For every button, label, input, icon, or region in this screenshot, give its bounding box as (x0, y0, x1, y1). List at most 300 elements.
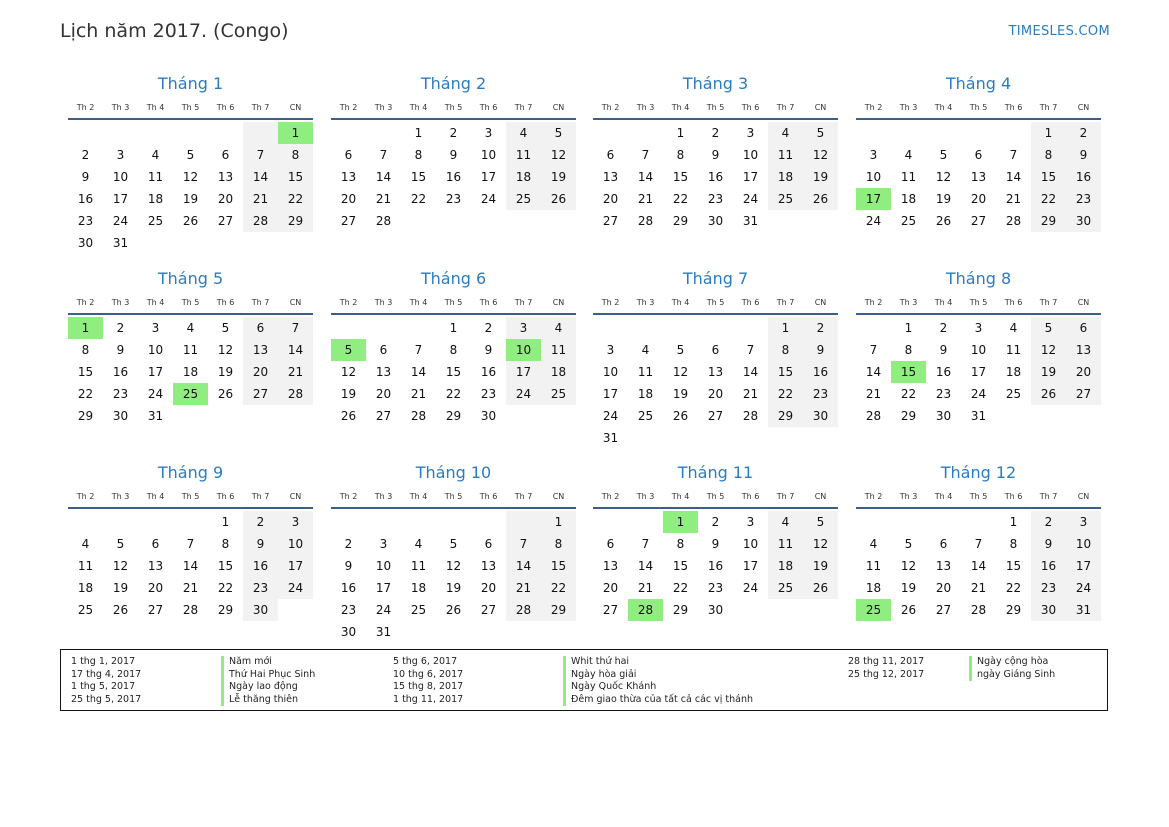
day-cell: 9 (939, 343, 948, 357)
day-cell: 16 (935, 365, 952, 379)
header-rule (331, 507, 576, 509)
day-cell: 21 (1005, 192, 1022, 206)
day-cell: 29 (672, 603, 689, 617)
day-cell: 29 (541, 599, 576, 621)
day-cell: 22 (768, 383, 803, 405)
day-cell: 23 (445, 192, 462, 206)
weekday-label: Th 4 (146, 103, 165, 112)
day-cell: 4 (768, 511, 803, 533)
weekday-label: Th 7 (1039, 492, 1058, 501)
weekday-header (331, 489, 576, 505)
day-cell: 21 (375, 192, 392, 206)
header-rule (856, 118, 1101, 120)
day-cell: 20 (1066, 361, 1101, 383)
weekday-label: Th 5 (181, 492, 200, 501)
month-1 (68, 73, 313, 254)
day-cell: 7 (414, 343, 423, 357)
weekday-label: Th 2 (339, 298, 358, 307)
weekday-header (856, 489, 1101, 505)
day-cell: 12 (672, 365, 689, 379)
month-6 (331, 268, 576, 427)
day-cell: 20 (602, 581, 619, 595)
day-cell: 5 (331, 339, 366, 361)
day-cell: 18 (147, 192, 164, 206)
day-cell: 1 (904, 321, 913, 335)
day-cell: 13 (340, 170, 357, 184)
day-cell: 6 (151, 537, 160, 551)
day-cell: 29 (445, 409, 462, 423)
day-cell: 22 (900, 387, 917, 401)
day-cell: 23 (77, 214, 94, 228)
empty-cell (768, 599, 803, 621)
empty-cell (891, 511, 926, 533)
day-cell: 18 (410, 581, 427, 595)
legend-holiday-name: Ngày lao động (221, 681, 315, 694)
weekday-label: Th 4 (671, 103, 690, 112)
day-cell: 20 (970, 192, 987, 206)
day-cell: 5 (449, 537, 458, 551)
day-cell: 19 (900, 581, 917, 595)
day-cell: 15 (768, 361, 803, 383)
weekday-label: Th 6 (1004, 103, 1023, 112)
day-cell: 14 (410, 365, 427, 379)
empty-cell (891, 122, 926, 144)
month-4 (856, 73, 1101, 232)
day-cell: 6 (606, 537, 615, 551)
day-cell: 7 (869, 343, 878, 357)
empty-cell (68, 511, 103, 533)
day-cell: 7 (746, 343, 755, 357)
day-cell: 8 (1009, 537, 1018, 551)
day-cell: 5 (803, 511, 838, 533)
weekday-label: CN (814, 298, 827, 307)
empty-cell (856, 511, 891, 533)
day-cell: 21 (865, 387, 882, 401)
day-cell: 3 (1066, 511, 1101, 533)
empty-cell (366, 511, 401, 533)
day-cell: 31 (375, 625, 392, 639)
legend-names-col (563, 656, 753, 706)
month-2 (331, 73, 576, 232)
day-cell: 8 (449, 343, 458, 357)
day-cell: 24 (865, 214, 882, 228)
day-cell: 2 (344, 537, 353, 551)
legend-holiday-name: Whit thứ hai (563, 656, 753, 669)
day-cell: 3 (974, 321, 983, 335)
empty-cell (926, 122, 961, 144)
day-cell: 4 (541, 317, 576, 339)
weekday-label: Th 4 (409, 298, 428, 307)
day-cell: 11 (147, 170, 164, 184)
day-cell: 12 (217, 343, 234, 357)
day-cell: 28 (375, 214, 392, 228)
day-cell: 24 (375, 603, 392, 617)
day-cell: 16 (803, 361, 838, 383)
day-cell: 26 (803, 577, 838, 599)
empty-cell (961, 122, 996, 144)
day-cell: 5 (904, 537, 913, 551)
day-cell: 3 (606, 343, 615, 357)
day-cell: 16 (77, 192, 94, 206)
day-cell: 18 (865, 581, 882, 595)
day-cell: 26 (112, 603, 129, 617)
day-cell: 11 (410, 559, 427, 573)
day-cell: 20 (340, 192, 357, 206)
day-cell: 3 (379, 537, 388, 551)
weekday-label: Th 3 (111, 298, 130, 307)
weekday-label: Th 2 (339, 492, 358, 501)
day-cell: 9 (1066, 144, 1101, 166)
day-cell: 2 (1066, 122, 1101, 144)
legend-date: 1 thg 11, 2017 (393, 693, 464, 705)
day-cell: 19 (112, 581, 129, 595)
day-cell: 10 (278, 533, 313, 555)
day-cell: 29 (1031, 210, 1066, 232)
day-cell: 10 (742, 148, 759, 162)
day-cell: 18 (768, 555, 803, 577)
weekday-label: Th 4 (409, 492, 428, 501)
day-cell: 23 (480, 387, 497, 401)
header-rule (856, 313, 1101, 315)
empty-cell (663, 427, 698, 449)
day-cell: 28 (970, 603, 987, 617)
weekday-header (856, 100, 1101, 116)
weekday-header (593, 100, 838, 116)
weekday-label: Th 5 (969, 492, 988, 501)
weekday-label: Th 4 (671, 298, 690, 307)
legend-holiday-name: Năm mới (221, 656, 315, 669)
weekday-label: Th 2 (864, 492, 883, 501)
day-cell: 19 (217, 365, 234, 379)
weekday-label: Th 5 (444, 103, 463, 112)
weekday-label: Th 5 (706, 103, 725, 112)
day-cell: 24 (970, 387, 987, 401)
day-cell: 16 (1066, 166, 1101, 188)
day-cell: 7 (379, 148, 388, 162)
day-cell: 21 (278, 361, 313, 383)
day-cell: 1 (1031, 122, 1066, 144)
day-cell: 26 (900, 603, 917, 617)
day-cell: 6 (243, 317, 278, 339)
day-cell: 30 (480, 409, 497, 423)
day-cell: 11 (182, 343, 199, 357)
day-cell: 21 (243, 188, 278, 210)
day-cell: 28 (410, 409, 427, 423)
weekday-label: Th 6 (741, 492, 760, 501)
day-cell: 10 (147, 343, 164, 357)
day-cell: 31 (112, 236, 129, 250)
day-cell: 22 (410, 192, 427, 206)
day-cell: 9 (81, 170, 90, 184)
day-cell: 7 (641, 148, 650, 162)
day-cell: 4 (81, 537, 90, 551)
day-cell: 13 (935, 559, 952, 573)
day-cell: 8 (278, 144, 313, 166)
day-cell: 3 (151, 321, 160, 335)
month-title: Tháng 8 (945, 269, 1012, 288)
legend-dates-col (393, 656, 463, 706)
empty-cell (593, 511, 628, 533)
day-cell: 13 (707, 365, 724, 379)
day-cell: 1 (221, 515, 230, 529)
empty-cell (733, 599, 768, 621)
weekday-label: Th 7 (251, 103, 270, 112)
empty-cell (856, 317, 891, 339)
weekday-label: Th 4 (671, 492, 690, 501)
header-rule (68, 507, 313, 509)
weekday-label: Th 4 (934, 492, 953, 501)
day-cell: 9 (484, 343, 493, 357)
weekday-label: Th 2 (601, 492, 620, 501)
day-cell: 7 (506, 533, 541, 555)
day-cell: 4 (904, 148, 913, 162)
empty-cell (506, 621, 541, 643)
empty-cell (1031, 405, 1066, 427)
empty-cell (436, 621, 471, 643)
empty-cell (208, 232, 243, 254)
weekday-label: Th 5 (706, 298, 725, 307)
empty-cell (103, 511, 138, 533)
day-cell: 21 (637, 581, 654, 595)
day-cell: 9 (711, 148, 720, 162)
day-cell: 28 (1005, 214, 1022, 228)
empty-cell (173, 511, 208, 533)
day-cell: 23 (243, 577, 278, 599)
day-cell: 6 (379, 343, 388, 357)
site-link[interactable]: TIMESLES.COM (1008, 24, 1110, 39)
empty-cell (103, 122, 138, 144)
day-cell: 28 (637, 214, 654, 228)
month-title: Tháng 12 (940, 463, 1017, 482)
empty-cell (331, 122, 366, 144)
month-title: Tháng 10 (415, 463, 492, 482)
day-cell: 18 (768, 166, 803, 188)
day-cell: 22 (445, 387, 462, 401)
empty-cell (278, 599, 313, 621)
day-cell: 23 (707, 192, 724, 206)
legend-date: 25 thg 12, 2017 (848, 668, 925, 680)
month-title: Tháng 7 (682, 269, 749, 288)
day-cell: 9 (116, 343, 125, 357)
day-cell: 24 (506, 383, 541, 405)
day-cell: 9 (803, 339, 838, 361)
empty-cell (243, 405, 278, 427)
empty-cell (768, 210, 803, 232)
empty-cell (138, 232, 173, 254)
empty-cell (471, 621, 506, 643)
day-cell: 15 (217, 559, 234, 573)
month-5 (68, 268, 313, 427)
empty-cell (366, 122, 401, 144)
empty-cell (628, 427, 663, 449)
empty-cell (803, 427, 838, 449)
month-title: Tháng 5 (157, 269, 224, 288)
day-cell: 30 (1066, 210, 1101, 232)
day-cell: 22 (672, 581, 689, 595)
weekday-label: Th 6 (479, 298, 498, 307)
weekday-header (331, 295, 576, 311)
day-cell: 30 (707, 603, 724, 617)
day-cell: 30 (77, 236, 94, 250)
day-cell: 14 (243, 166, 278, 188)
day-cell: 29 (672, 214, 689, 228)
day-cell: 11 (768, 144, 803, 166)
weekday-header (68, 295, 313, 311)
day-cell: 9 (711, 537, 720, 551)
day-cell: 8 (676, 148, 685, 162)
weekday-label: CN (1077, 492, 1090, 501)
day-cell: 20 (602, 192, 619, 206)
day-cell: 11 (865, 559, 882, 573)
day-cell: 25 (1005, 387, 1022, 401)
weekday-label: CN (289, 492, 302, 501)
month-title: Tháng 11 (677, 463, 754, 482)
empty-cell (593, 122, 628, 144)
day-cell: 22 (672, 192, 689, 206)
day-cell: 12 (935, 170, 952, 184)
day-cell: 28 (742, 409, 759, 423)
day-cell: 27 (602, 214, 619, 228)
day-grid (856, 511, 1101, 621)
day-cell: 19 (340, 387, 357, 401)
day-cell: 10 (1066, 533, 1101, 555)
legend-date: 17 thg 4, 2017 (71, 668, 142, 680)
empty-cell (138, 122, 173, 144)
day-cell: 29 (217, 603, 234, 617)
day-cell: 23 (803, 383, 838, 405)
weekday-label: Th 6 (216, 103, 235, 112)
month-11 (593, 462, 838, 621)
empty-cell (628, 317, 663, 339)
day-cell: 8 (221, 537, 230, 551)
weekday-label: Th 7 (514, 103, 533, 112)
weekday-label: Th 7 (514, 298, 533, 307)
legend-date: 28 thg 11, 2017 (848, 656, 925, 667)
day-cell: 10 (480, 148, 497, 162)
day-cell: 17 (480, 170, 497, 184)
weekday-label: CN (552, 492, 565, 501)
day-cell: 27 (340, 214, 357, 228)
empty-cell (401, 511, 436, 533)
legend-holiday-name: ngày Giáng Sinh (969, 669, 1055, 682)
empty-cell (173, 122, 208, 144)
weekday-label: Th 6 (741, 103, 760, 112)
weekday-label: Th 7 (776, 298, 795, 307)
weekday-label: Th 2 (76, 492, 95, 501)
day-cell: 1 (278, 122, 313, 144)
day-cell: 8 (81, 343, 90, 357)
weekday-label: Th 5 (181, 298, 200, 307)
day-cell: 13 (602, 559, 619, 573)
day-cell: 14 (182, 559, 199, 573)
day-cell: 27 (147, 603, 164, 617)
day-cell: 27 (707, 409, 724, 423)
weekday-label: Th 3 (636, 298, 655, 307)
day-cell: 3 (869, 148, 878, 162)
weekday-label: Th 6 (741, 298, 760, 307)
day-cell: 16 (445, 170, 462, 184)
weekday-label: Th 6 (1004, 492, 1023, 501)
weekday-label: CN (814, 103, 827, 112)
day-cell: 13 (970, 170, 987, 184)
day-cell: 25 (900, 214, 917, 228)
day-cell: 17 (375, 581, 392, 595)
day-cell: 19 (803, 166, 838, 188)
day-cell: 16 (707, 170, 724, 184)
day-cell: 17 (278, 555, 313, 577)
day-cell: 27 (217, 214, 234, 228)
day-cell: 2 (81, 148, 90, 162)
weekday-header (593, 489, 838, 505)
day-cell: 1 (449, 321, 458, 335)
header-rule (593, 118, 838, 120)
day-cell: 12 (182, 170, 199, 184)
empty-cell (733, 427, 768, 449)
day-cell: 18 (637, 387, 654, 401)
day-cell: 12 (803, 533, 838, 555)
weekday-label: Th 2 (601, 298, 620, 307)
weekday-label: CN (289, 103, 302, 112)
empty-cell (471, 210, 506, 232)
weekday-label: Th 7 (1039, 298, 1058, 307)
weekday-label: Th 7 (776, 492, 795, 501)
day-cell: 21 (970, 581, 987, 595)
empty-cell (541, 210, 576, 232)
weekday-label: Th 6 (216, 298, 235, 307)
day-grid (68, 317, 313, 427)
day-cell: 14 (375, 170, 392, 184)
day-cell: 11 (1005, 343, 1022, 357)
day-cell: 29 (77, 409, 94, 423)
day-cell: 14 (637, 170, 654, 184)
day-cell: 1 (676, 126, 685, 140)
day-cell: 26 (541, 188, 576, 210)
day-cell: 6 (344, 148, 353, 162)
empty-cell (628, 122, 663, 144)
day-cell: 4 (641, 343, 650, 357)
day-cell: 27 (243, 383, 278, 405)
weekday-label: Th 3 (374, 298, 393, 307)
day-cell: 15 (672, 170, 689, 184)
day-cell: 21 (410, 387, 427, 401)
empty-cell (506, 511, 541, 533)
weekday-label: Th 6 (1004, 298, 1023, 307)
day-cell: 8 (768, 339, 803, 361)
day-cell: 11 (506, 144, 541, 166)
day-cell: 26 (1031, 383, 1066, 405)
day-cell: 30 (243, 599, 278, 621)
day-cell: 19 (541, 166, 576, 188)
day-cell: 25 (147, 214, 164, 228)
day-cell: 27 (480, 603, 497, 617)
day-cell: 27 (935, 603, 952, 617)
legend-dates-col (848, 656, 924, 681)
weekday-label: Th 2 (339, 103, 358, 112)
day-cell: 4 (186, 321, 195, 335)
day-cell: 27 (602, 603, 619, 617)
day-cell: 25 (637, 409, 654, 423)
weekday-label: Th 7 (514, 492, 533, 501)
empty-cell (173, 405, 208, 427)
day-cell: 24 (480, 192, 497, 206)
weekday-label: Th 3 (374, 103, 393, 112)
day-cell: 15 (278, 166, 313, 188)
day-cell: 31 (970, 409, 987, 423)
legend-date: 5 thg 6, 2017 (393, 656, 458, 667)
day-cell: 3 (116, 148, 125, 162)
day-cell: 2 (711, 515, 720, 529)
day-cell: 9 (1031, 533, 1066, 555)
